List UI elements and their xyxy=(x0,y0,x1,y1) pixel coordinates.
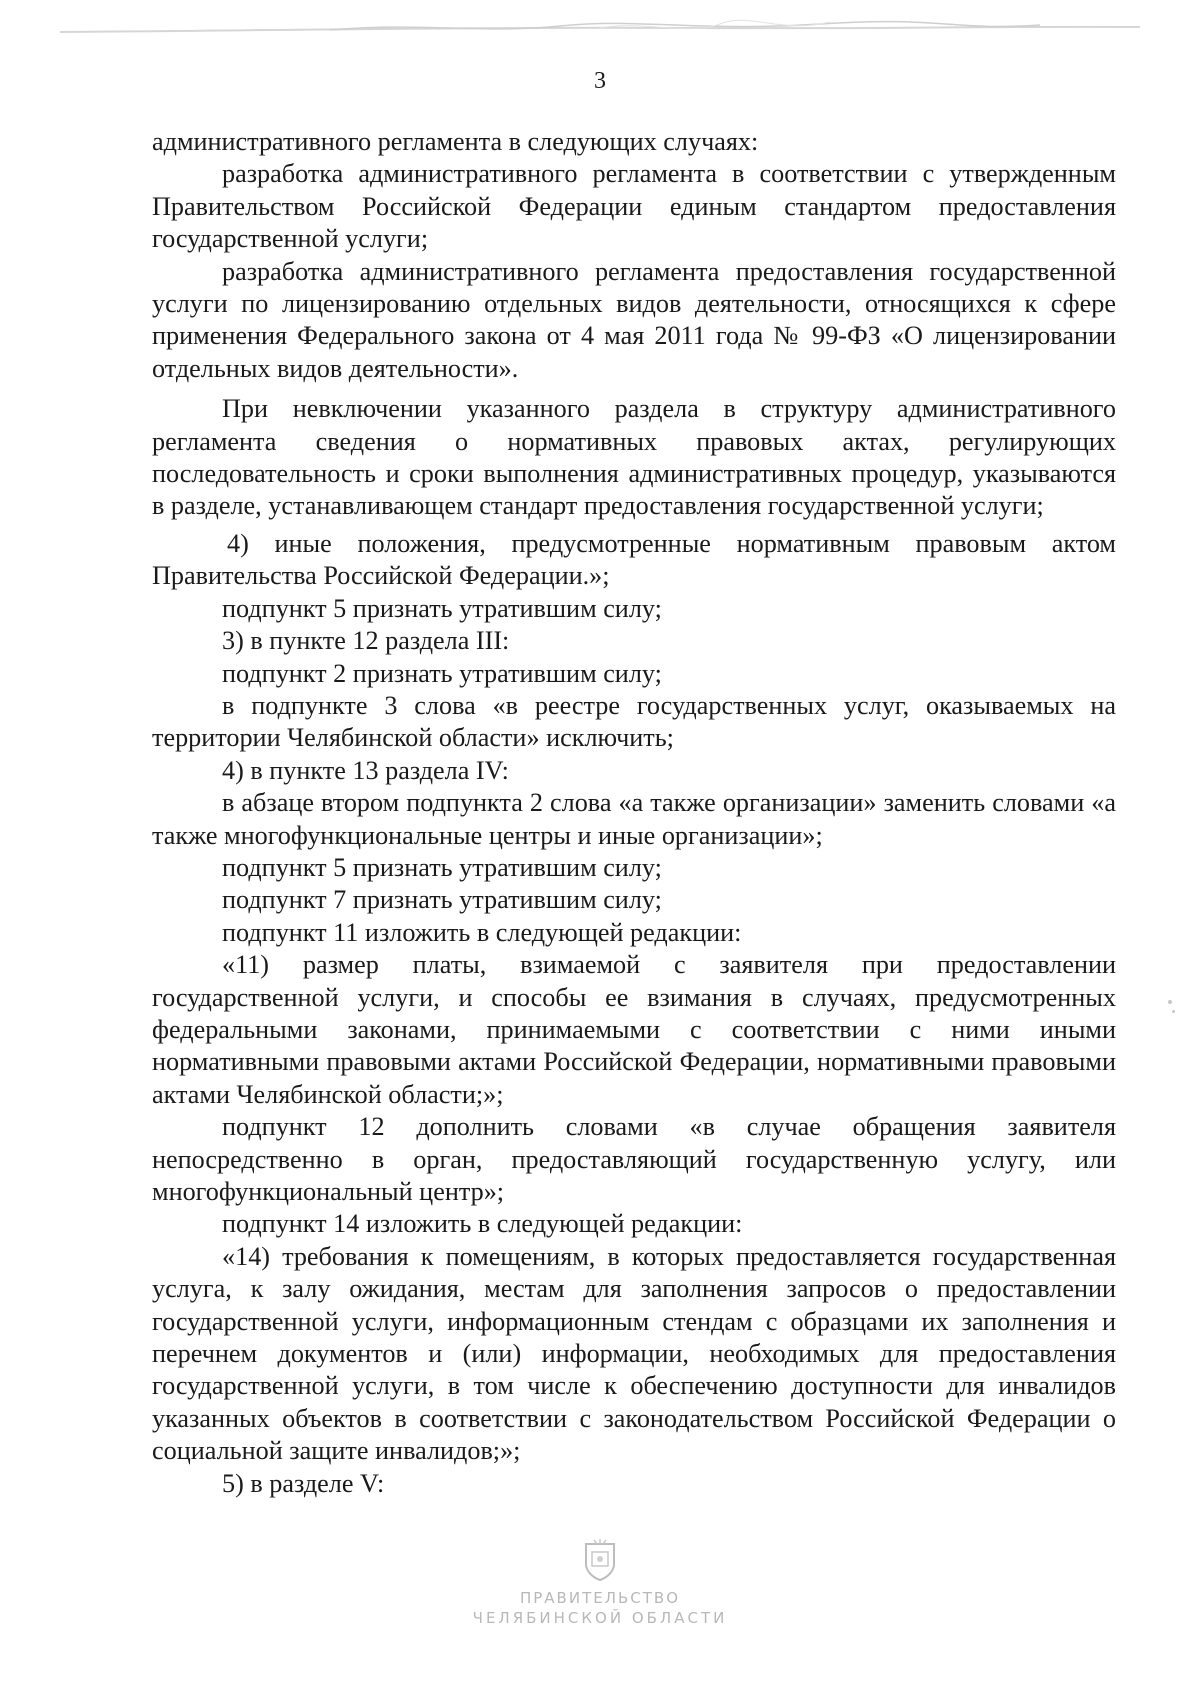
paragraph: подпункт 14 изложить в следующей редакции: xyxy=(222,1209,743,1239)
page-number: 3 xyxy=(594,68,606,94)
paragraph: 4) в пункте 13 раздела IV: xyxy=(222,755,509,785)
paragraph: 5) в разделе V: xyxy=(222,1468,385,1498)
paragraph: подпункт 5 признать утратившим силу; xyxy=(222,593,662,623)
paragraph: в абзаце втором подпункта 2 слова «а также организации» заменить словами «а также многофункциональные центры и иные организации»; xyxy=(152,788,1116,850)
paragraph: разработка административного регламента предоставления государственной услуги по лицензированию отдельных видов деятельности, относящихся к сфере применения Федерального закона от 4 мая 2011 года № 99-ФЗ «О лицензировании отдельных видов деятельности». xyxy=(152,256,1116,383)
paragraph: подпункт 5 признать утратившим силу; xyxy=(222,852,662,882)
coat-of-arms-icon xyxy=(582,1538,618,1582)
paragraph: подпункт 11 изложить в следующей редакции: xyxy=(222,917,742,947)
watermark-line-2: ЧЕЛЯБИНСКОЙ ОБЛАСТИ xyxy=(472,1609,728,1627)
paragraph: 3) в пункте 12 раздела III: xyxy=(222,626,510,656)
paragraph: 4) иные положения, предусмотренные нормативным правовым актом Правительства Российской Федерации.»; xyxy=(152,528,1116,591)
paragraph: в подпункте 3 слова «в реестре государственных услуг, оказываемых на территории Челябинской области» исключить; xyxy=(152,690,1116,753)
watermark-line-1: ПРАВИТЕЛЬСТВО xyxy=(519,1589,681,1607)
paragraph: подпункт 12 дополнить словами «в случае обращения заявителя непосредственно в орган, предоставляющий государственную услугу, или многофункциональный центр»; xyxy=(152,1112,1116,1206)
paragraph: подпункт 2 признать утратившим силу; xyxy=(222,658,662,688)
paragraph: подпункт 7 признать утратившим силу; xyxy=(222,885,662,915)
paragraph: При невключении указанного раздела в структуру административного регламента сведения о нормативных правовых актах, регулирующих последовательность и сроки выполнения административных процедур, указываются в разделе, устанавливающем стандарт предоставления государственной услуги; xyxy=(152,394,1116,521)
document-body xyxy=(152,126,1116,1500)
paragraph: «14) требования к помещениям, в которых предоставляется государственная услуга, к залу ожидания, местам для заполнения запросов о предоставлении государственной услуги, информационным стендам с образцами их заполнения и перечнем документов и (или) информации, необходимых для предоставления государственной услуги, в том числе к обеспечению доступности для инвалидов указанных объектов в соответствии с законодательством Российской Федерации о социальной защите инвалидов;»; xyxy=(152,1241,1116,1466)
scan-speck xyxy=(1168,1000,1172,1004)
scan-artifact xyxy=(0,18,1200,40)
paragraph: административного регламента в следующих случаях: xyxy=(152,127,759,156)
government-watermark xyxy=(0,1538,1200,1628)
scan-speck xyxy=(1172,1010,1175,1013)
paragraph: «11) размер платы, взимаемой с заявителя при предоставлении государственной услуги, и способы ее взимания в случаях, предусмотренных федеральными законами, принимаемыми с соответствии с ними иными нормативными правовыми актами Российской Федерации, нормативными правовыми актами Челябинской области;»; xyxy=(152,950,1116,1109)
paragraph: разработка административного регламента в соответствии с утвержденным Правительством Российской Федерации единым стандартом предоставления государственной услуги; xyxy=(152,159,1116,254)
